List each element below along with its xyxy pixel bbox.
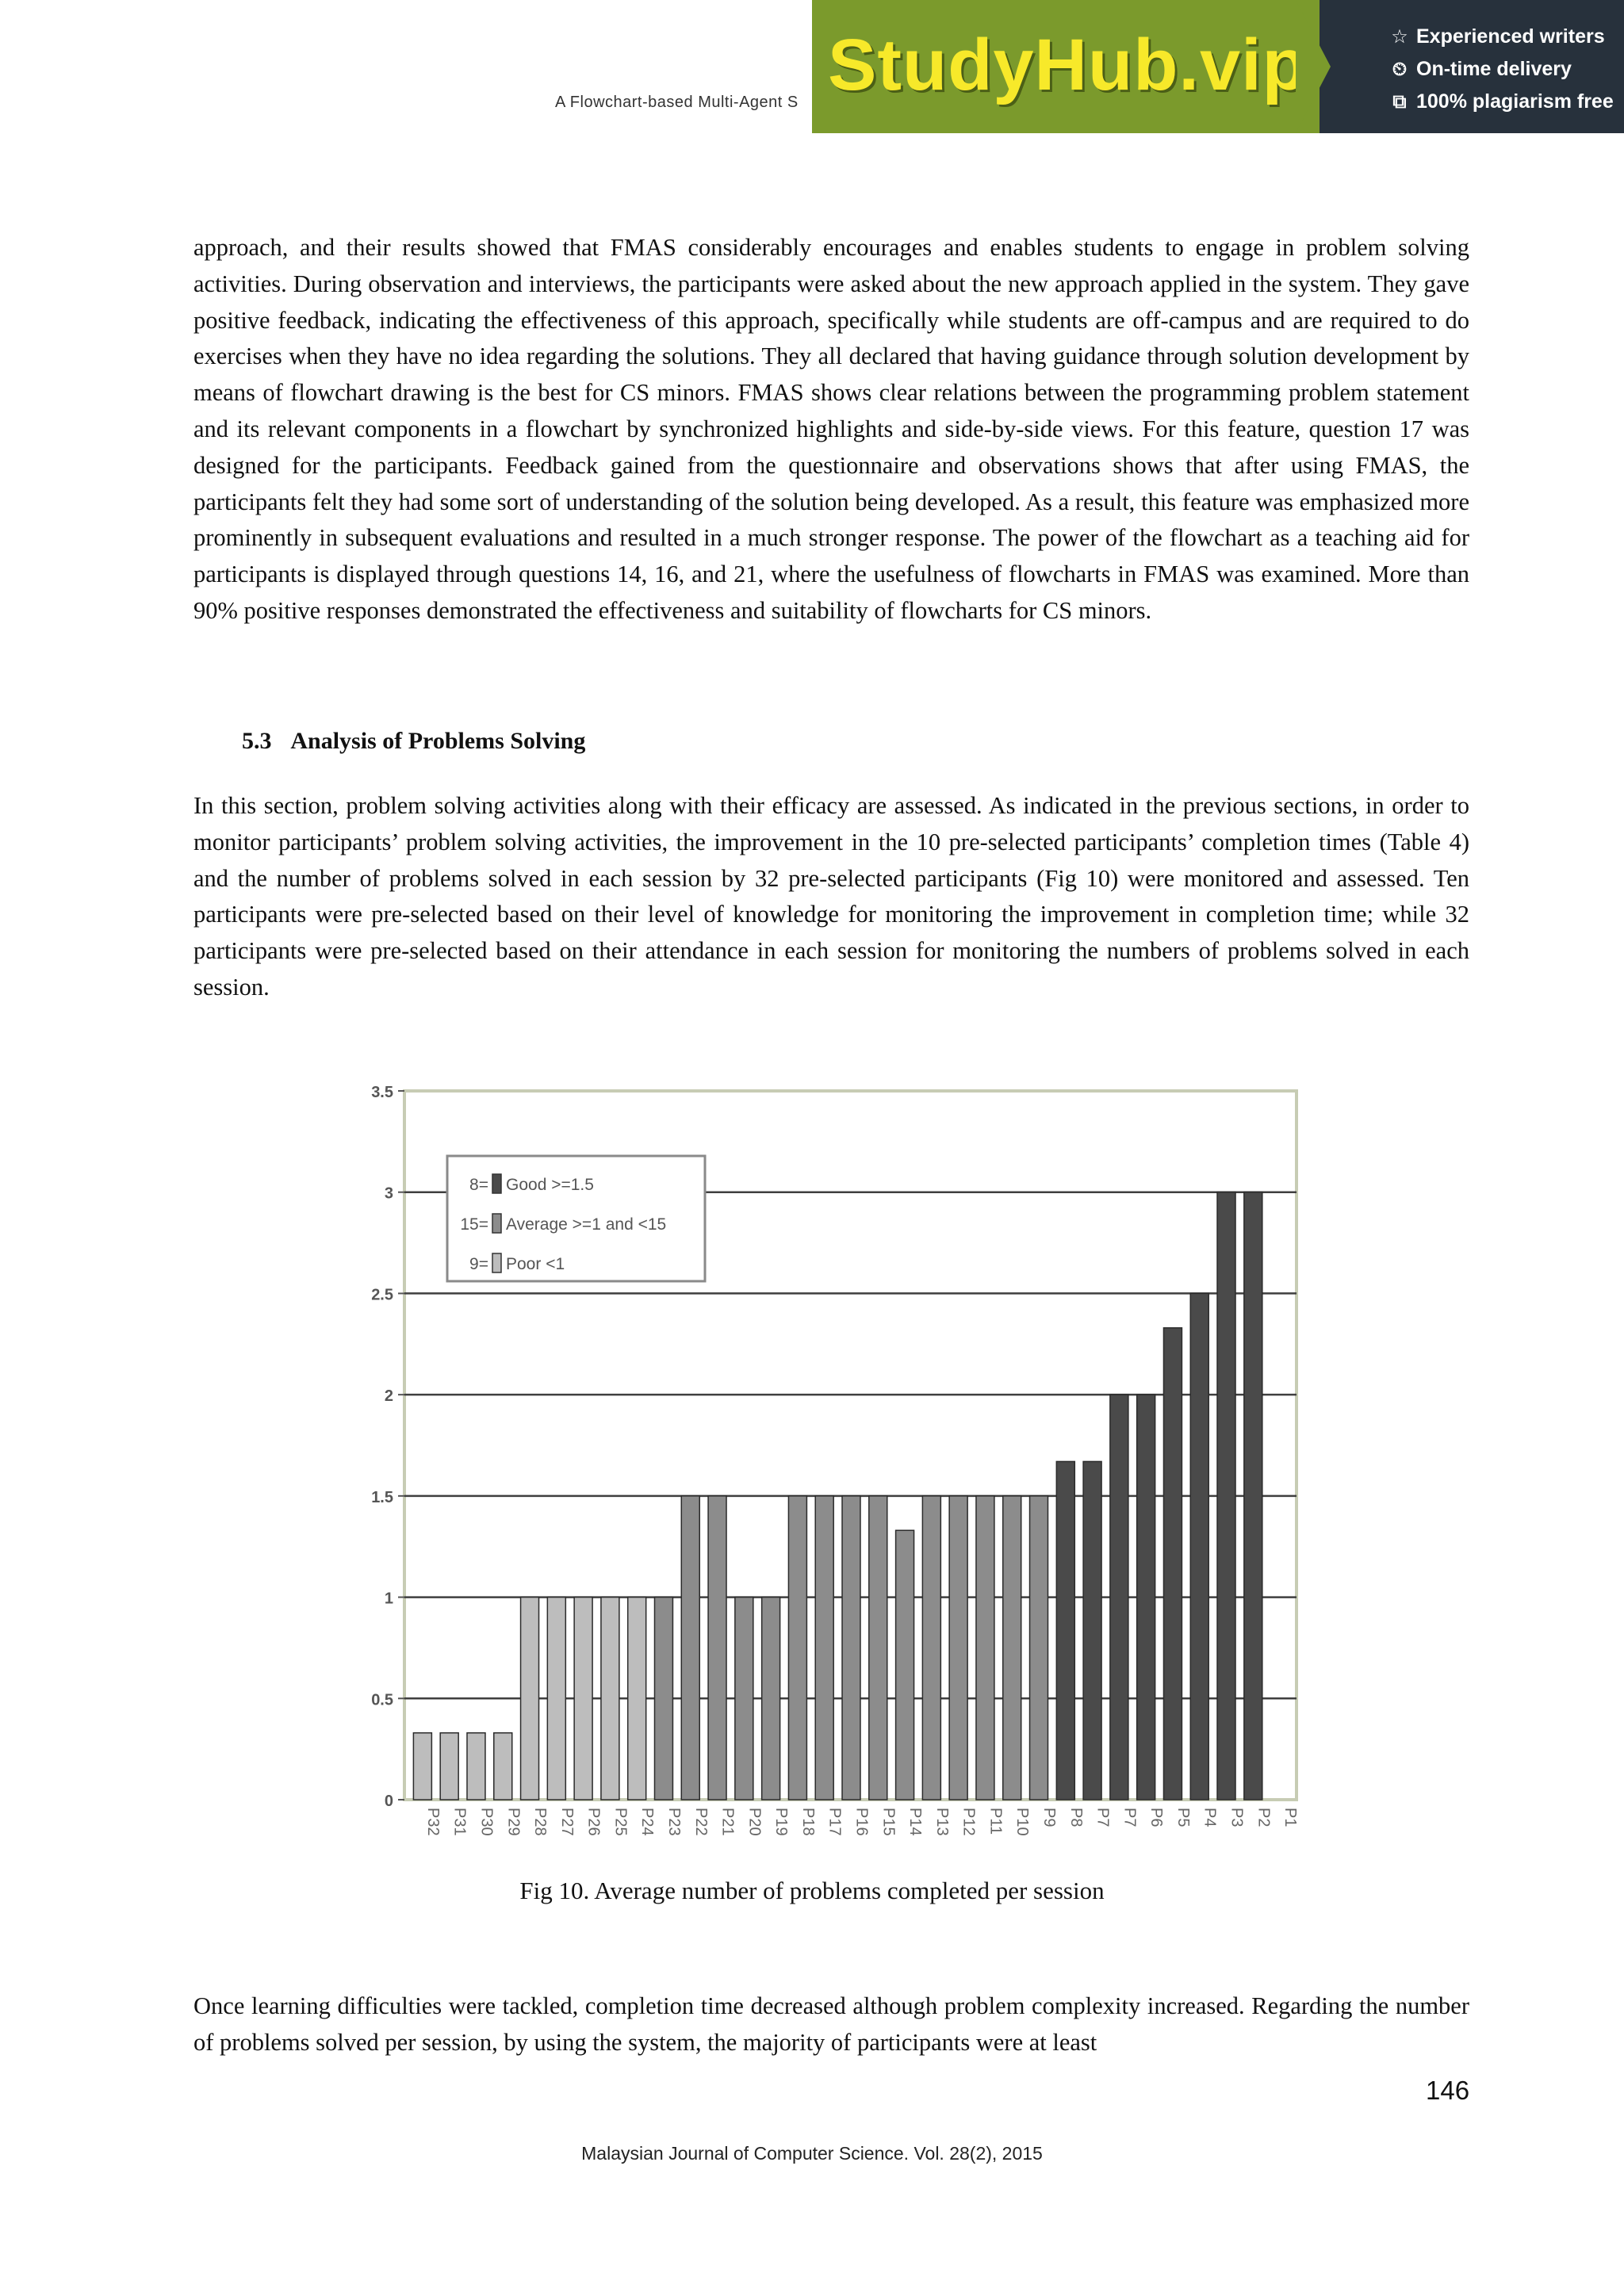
- x-tick-label: P16: [852, 1808, 871, 1836]
- page-number: 146: [1426, 2076, 1470, 2105]
- feature-label: 100% plagiarism free: [1416, 90, 1614, 113]
- journal-footer: Malaysian Journal of Computer Science. Vol. 28(2), 2015: [581, 2143, 1043, 2164]
- bar: [842, 1496, 860, 1800]
- x-tick-label: P24: [638, 1808, 657, 1836]
- x-tick-label: P27: [557, 1808, 576, 1836]
- bar: [815, 1496, 833, 1800]
- x-tick-label: P11: [986, 1808, 1005, 1835]
- legend-count: 8=: [469, 1176, 488, 1194]
- y-tick-label: 1: [384, 1590, 393, 1608]
- bar: [1056, 1461, 1074, 1800]
- x-tick-label: P19: [772, 1808, 791, 1836]
- y-tick-label: 3: [384, 1184, 393, 1203]
- bar: [601, 1598, 619, 1800]
- x-tick-label: P15: [879, 1808, 898, 1836]
- bar: [976, 1496, 994, 1800]
- x-tick-label: P5: [1174, 1808, 1192, 1827]
- star-icon: ☆: [1391, 26, 1408, 48]
- bar: [413, 1733, 431, 1800]
- feature-item: [1389, 21, 1614, 53]
- bar: [949, 1496, 967, 1800]
- feature-label: Experienced writers: [1416, 25, 1605, 48]
- clock-icon: ⏲: [1392, 59, 1408, 80]
- x-tick-label: P7: [1120, 1808, 1139, 1827]
- paragraph-1: approach, and their results showed that FMAS considerably encourages and enables students to engage in problem solving activities. During observation and interviews, the participants were asked about the new approach applied in the system. They gave positive feedback, indicating the effectiveness of this approach, specifically while students are off-campus and are required to do exercises when they have no idea regarding the solutions. They all declared that having guidance through solution development by means of flowchart drawing is the best for CS minors. FMAS shows clear relations between the programming problem statement and its relevant components in a flowchart by synchronized highlights and side-by-side views. For this feature, question 17 was designed for the participants. Feedback gained from the questionnaire and observations shows that after using FMAS, the participants felt they had some sort of understanding of the solution being developed. As a result, this feature was emphasized more prominently in subsequent evaluations and resulted in a much stronger response. The power of the flowchart as a teaching aid for participants is displayed through questions 14, 16, and 21, where the usefulness of flowcharts in FMAS was examined. More than 90% positive responses demonstrated the effectiveness and suitability of flowcharts for CS minors.: [193, 234, 1469, 624]
- x-tick-label: P22: [691, 1808, 710, 1836]
- x-tick-label: P13: [933, 1808, 951, 1836]
- legend-swatch: [492, 1214, 501, 1233]
- feature-label: On-time delivery: [1416, 58, 1572, 80]
- bar: [869, 1496, 887, 1800]
- y-tick-label: 2: [384, 1387, 393, 1406]
- x-tick-label: P10: [1013, 1808, 1032, 1836]
- section-heading: [242, 728, 585, 755]
- bar: [788, 1496, 806, 1800]
- bar: [574, 1598, 592, 1800]
- y-tick-label: 1.5: [371, 1488, 393, 1506]
- x-tick-label: P18: [799, 1808, 817, 1836]
- legend-swatch: [492, 1174, 501, 1193]
- x-tick-label: P26: [584, 1808, 603, 1836]
- bar: [896, 1530, 914, 1800]
- feature-item: [1389, 86, 1614, 118]
- feature-list: [1389, 21, 1614, 118]
- bar: [521, 1598, 539, 1800]
- bar: [735, 1598, 753, 1800]
- bar: [1137, 1395, 1155, 1800]
- legend-count: 9=: [469, 1255, 488, 1273]
- section-number: 5.3: [242, 728, 272, 754]
- bar: [654, 1598, 672, 1800]
- x-tick-label: P17: [825, 1808, 844, 1836]
- legend-label: Average >=1 and <15: [506, 1215, 667, 1234]
- y-tick-label: 0: [384, 1793, 393, 1810]
- y-tick-label: 0.5: [371, 1691, 393, 1709]
- x-tick-label: P28: [531, 1808, 550, 1836]
- legend-label: Poor <1: [506, 1255, 565, 1273]
- bar: [1217, 1192, 1235, 1800]
- figure-caption: Fig 10. Average number of problems completed per session: [519, 1877, 1105, 1904]
- bar: [494, 1733, 512, 1800]
- banner-features-panel: [1320, 0, 1624, 133]
- legend-swatch: [492, 1253, 501, 1272]
- bar: [1244, 1192, 1262, 1800]
- paragraph-2: In this section, problem solving activities along with their efficacy are assessed. As indicated in the previous sections, in order to monitor participants’ problem solving activities, the improvement in the 10 pre-selected participants’ completion times (Table 4) and the number of problems solved in each session by 32 pre-selected participants (Fig 10) were monitored and assessed. Ten participants were pre-selected based on their level of knowledge for monitoring the improvement in completion time; while 32 participants were pre-selected based on their attendance in each session for monitoring the numbers of problems solved in each session.: [193, 792, 1469, 1001]
- y-tick-label: 2.5: [371, 1286, 393, 1304]
- feature-item: [1389, 53, 1614, 86]
- x-tick-label: P20: [745, 1808, 764, 1836]
- x-tick-label: P32: [423, 1808, 442, 1836]
- studyhub-banner[interactable]: [812, 0, 1624, 133]
- running-head: A Flowchart-based Multi-Agent S: [555, 94, 799, 111]
- bar: [1030, 1496, 1048, 1800]
- x-tick-label: P29: [504, 1808, 523, 1836]
- bar: [467, 1733, 485, 1800]
- brand-logo[interactable]: StudyHub.vip: [828, 25, 1308, 105]
- banner-chevron: [1296, 0, 1331, 133]
- x-tick-label: P12: [959, 1808, 978, 1836]
- x-tick-label: P21: [718, 1808, 737, 1836]
- bar: [1190, 1293, 1208, 1800]
- x-tick-label: P8: [1067, 1808, 1085, 1827]
- x-tick-label: P2: [1254, 1808, 1273, 1827]
- banner-brand-panel: [812, 0, 1320, 133]
- x-tick-label: P25: [611, 1808, 630, 1836]
- bar: [1083, 1461, 1101, 1800]
- legend-label: Good >=1.5: [506, 1176, 594, 1194]
- bar: [1003, 1496, 1021, 1800]
- bar-chart: [341, 1067, 1316, 1852]
- paragraph-3: Once learning difficulties were tackled, completion time decreased although problem complexity increased. Regarding the number of problems solved per session, by using the system, the majority of participants were at least: [193, 1992, 1469, 2056]
- legend-count: 15=: [460, 1215, 488, 1234]
- x-tick-label: P30: [477, 1808, 496, 1836]
- bar: [762, 1598, 780, 1800]
- x-tick-label: P4: [1201, 1808, 1219, 1827]
- bar: [681, 1496, 699, 1800]
- x-tick-label: P23: [665, 1808, 683, 1836]
- bar: [628, 1598, 646, 1800]
- x-tick-label: P3: [1228, 1808, 1246, 1827]
- bar: [1163, 1328, 1182, 1800]
- bar: [547, 1598, 565, 1800]
- x-tick-label: P14: [906, 1808, 925, 1836]
- x-tick-label: P1: [1281, 1808, 1300, 1827]
- bar: [1110, 1395, 1128, 1800]
- y-tick-label: 3.5: [371, 1084, 393, 1101]
- x-tick-label: P7: [1094, 1808, 1112, 1827]
- bar: [708, 1496, 726, 1800]
- section-title: Analysis of Problems Solving: [290, 728, 586, 754]
- bar: [440, 1733, 458, 1800]
- bar: [922, 1496, 940, 1800]
- x-tick-label: P31: [450, 1808, 469, 1836]
- x-tick-label: P9: [1040, 1808, 1059, 1827]
- copy-icon: ⧉: [1392, 91, 1407, 113]
- x-tick-label: P6: [1147, 1808, 1166, 1827]
